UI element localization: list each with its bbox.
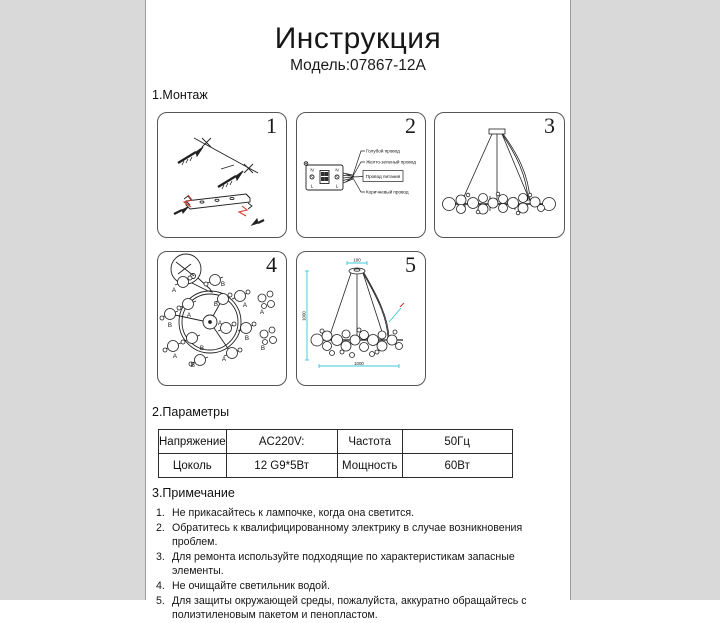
note-number: 3.	[156, 550, 165, 563]
notes-list	[156, 506, 568, 623]
note-text: Не очищайте светильник водой.	[172, 579, 330, 592]
chandelier-ball-cluster	[443, 192, 556, 215]
canopy-dimension: 100	[353, 257, 361, 263]
list-item	[156, 521, 568, 550]
step-number: 3	[544, 113, 555, 138]
section-notes-heading: 3.Примечание	[152, 486, 235, 500]
screw-icon	[174, 207, 264, 225]
bulb-label: A	[172, 353, 178, 360]
bulb-label: B	[213, 301, 219, 308]
wire-bundle	[343, 173, 354, 183]
ceiling-canopy	[489, 129, 505, 134]
bulb-label: B	[167, 322, 173, 329]
step-number: 5	[405, 252, 416, 277]
note-text: Для ремонта используйте подходящие по характеристикам запасные элементы.	[172, 550, 515, 578]
step-number: 4	[266, 252, 277, 277]
bulb-label: A	[242, 302, 248, 309]
section-montage-heading: 1.Монтаж	[152, 88, 208, 102]
brown-wire-label: Коричневый провод	[366, 189, 409, 195]
param-value: 60Вт	[402, 454, 512, 478]
montage-step-1	[157, 112, 287, 238]
note-number: 4.	[156, 579, 165, 592]
param-value: 12 G9*5Вт	[226, 454, 337, 478]
param-value: 50Гц	[402, 430, 512, 454]
note-text: Обратитесь к квалифицированному электрику в случае возникновения проблем.	[172, 521, 523, 549]
montage-step-3	[434, 112, 565, 238]
list-item	[156, 550, 568, 579]
bulb-label: A	[186, 312, 192, 319]
spare-cluster-label: B	[260, 345, 266, 352]
terminal-l-label: L	[335, 183, 339, 189]
height-dimension: 1000	[301, 311, 307, 321]
bulb-label: B	[244, 335, 250, 342]
power-cord-label: Провод питания	[365, 173, 401, 179]
page-title: Инструкция	[274, 22, 442, 55]
list-item	[156, 594, 568, 623]
mounting-bracket	[184, 194, 252, 209]
terminal-l-label: L	[310, 183, 314, 189]
note-number: 5.	[156, 594, 165, 607]
list-item	[156, 579, 568, 594]
param-label: Мощность	[337, 454, 402, 478]
note-number: 1.	[156, 507, 165, 519]
bulb-label: A	[221, 356, 227, 363]
note-number: 2.	[156, 521, 165, 534]
parameters-table	[158, 429, 513, 478]
bulb-label: A	[217, 320, 223, 327]
montage-step-2	[296, 112, 426, 238]
note-text: Для защиты окружающей среды, пожалуйста, аккуратно обращайтесь с полиэтиленовым пакетом и пенопластом.	[172, 594, 527, 622]
screw-icon	[218, 171, 243, 189]
spare-cluster-label: A	[259, 309, 265, 316]
terminal-n-label: N	[310, 167, 314, 173]
param-label: Напряжение	[159, 430, 227, 454]
step-number: 1	[266, 113, 277, 138]
bulb-label: B	[220, 281, 226, 288]
montage-step-4	[157, 251, 287, 386]
section-parameters-heading: 2.Параметры	[152, 405, 230, 419]
spare-bulb-cluster-a	[258, 291, 275, 309]
table-row	[159, 454, 513, 478]
table-row	[159, 430, 513, 454]
param-value: AC220V:	[226, 430, 337, 454]
width-dimension: 1000	[354, 361, 364, 366]
dimension-lines	[305, 261, 404, 368]
model-number: Модель:07867-12A	[290, 57, 426, 74]
step-number: 2	[405, 113, 416, 138]
montage-step-5	[296, 251, 426, 386]
note-text: Не прикасайтесь к лампочке, когда она светится.	[172, 507, 415, 519]
blue-wire-label: Голубой провод	[366, 148, 400, 154]
screw-icon	[178, 147, 203, 165]
yellow-green-wire-label: Желто-зеленый провод	[366, 159, 416, 165]
insert-arrow-icon	[184, 195, 247, 216]
bulb-label: B	[199, 345, 205, 352]
bulb-label: A	[171, 287, 177, 294]
bulb-label: B	[190, 362, 196, 369]
param-label: Цоколь	[159, 454, 227, 478]
spare-bulb-cluster-b	[260, 327, 277, 345]
terminal-n-label: N	[335, 167, 339, 173]
list-item	[156, 506, 568, 521]
param-label: Частота	[337, 430, 402, 454]
